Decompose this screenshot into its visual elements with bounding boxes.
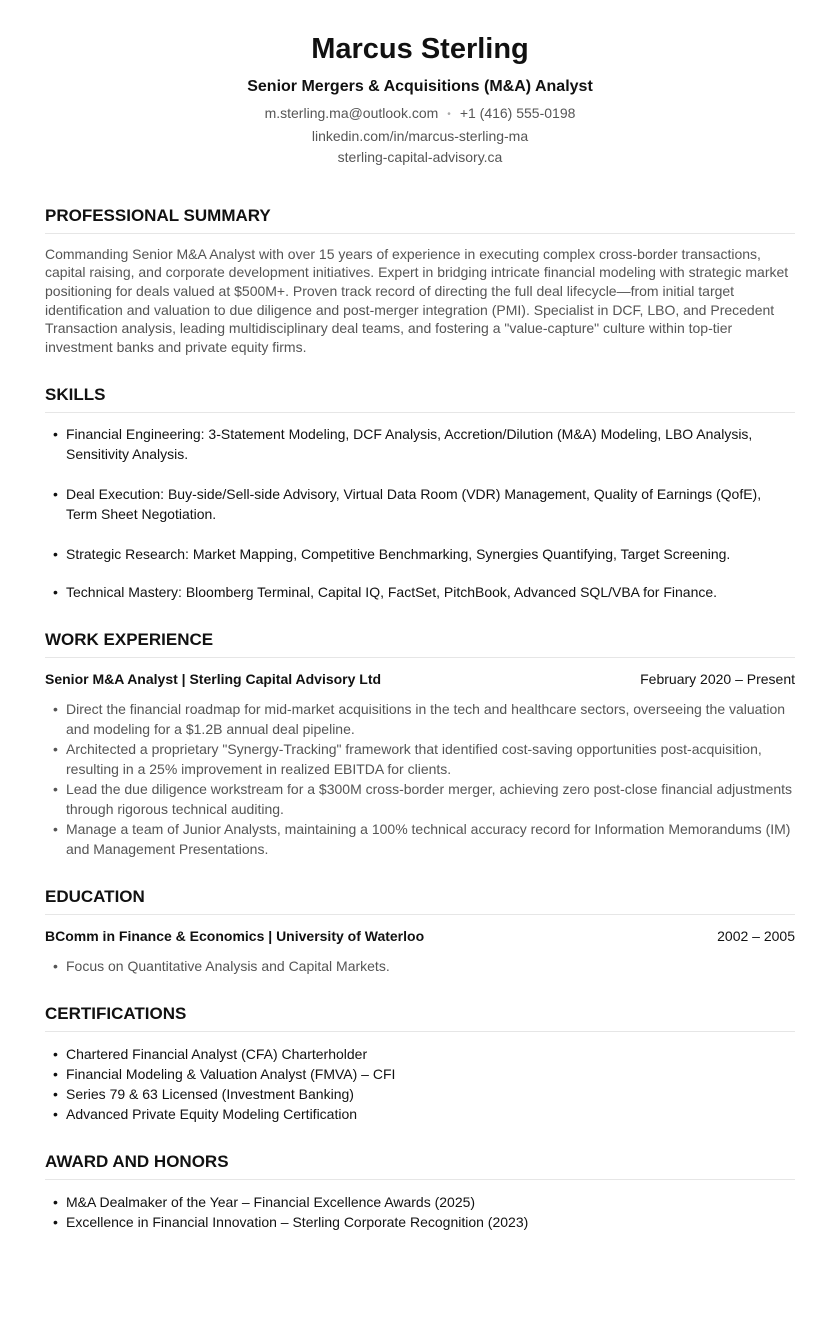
experience-section (45, 630, 795, 859)
bullet-marker: • (53, 1213, 58, 1230)
list-item (45, 819, 795, 859)
candidate-title: Senior Mergers & Acquisitions (M&A) Analyst (247, 78, 593, 95)
bullet-marker: • (53, 780, 58, 797)
bullet-marker: • (53, 1085, 58, 1102)
list-item (45, 1192, 795, 1212)
contact-block (45, 103, 795, 169)
list-item (45, 1044, 795, 1064)
section-heading: EDUCATION (45, 887, 795, 915)
education-header (45, 927, 795, 945)
bullet-marker: • (53, 957, 58, 974)
email-link[interactable]: m.sterling.ma@outlook.com (264, 105, 439, 121)
bullet-marker: • (53, 1065, 58, 1082)
contact-line-1 (45, 103, 795, 126)
certification-text: Chartered Financial Analyst (CFA) Charterholder (66, 1045, 368, 1062)
bullet-text: Focus on Quantitative Analysis and Capital Markets. (66, 957, 390, 974)
summary-section (45, 206, 795, 357)
awards-section (45, 1152, 795, 1232)
section-heading: PROFESSIONAL SUMMARY (45, 206, 795, 234)
list-item (45, 544, 795, 564)
job-title: Senior M&A Analyst | Sterling Capital Advisory Ltd (45, 670, 382, 687)
contact-separator: • (447, 109, 451, 120)
list-item (45, 484, 795, 524)
education-dates: 2002 – 2005 (717, 927, 795, 944)
website-link[interactable]: sterling-capital-advisory.ca (337, 149, 503, 165)
skills-list (45, 424, 795, 602)
bullet-marker: • (53, 740, 58, 757)
list-item (45, 582, 795, 602)
list-item (45, 1212, 795, 1232)
skill-text: Strategic Research: Market Mapping, Competitive Benchmarking, Synergies Quantifying, Target Screening. (66, 545, 731, 562)
award-text: M&A Dealmaker of the Year – Financial Excellence Awards (2025) (66, 1193, 476, 1210)
list-item (45, 1084, 795, 1104)
list-item (45, 779, 795, 819)
list-item (45, 956, 795, 976)
skill-text: Deal Execution: Buy-side/Sell-side Advisory, Virtual Data Room (VDR) Management, Quality of Earnings (QofE), Term Sheet Negotiation. (66, 485, 762, 522)
section-heading: AWARD AND HONORS (45, 1152, 795, 1180)
bullet-marker: • (53, 425, 58, 442)
awards-list (45, 1192, 795, 1232)
certifications-section (45, 1004, 795, 1124)
bullet-text: Architected a proprietary "Synergy-Tracking" framework that identified cost-saving opportunities post-acquisition, resulting in a 25% improvement in realized EBITDA for clients. (66, 740, 762, 777)
skill-text: Technical Mastery: Bloomberg Terminal, Capital IQ, FactSet, PitchBook, Advanced SQL/VBA for Finance. (66, 583, 718, 600)
bullet-marker: • (53, 1105, 58, 1122)
certification-text: Advanced Private Equity Modeling Certification (66, 1105, 358, 1122)
certifications-list (45, 1044, 795, 1124)
job-dates: February 2020 – Present (640, 670, 795, 687)
section-heading: SKILLS (45, 385, 795, 413)
section-heading: WORK EXPERIENCE (45, 630, 795, 658)
list-item (45, 424, 795, 464)
job-header (45, 670, 795, 688)
phone-number[interactable]: +1 (416) 555-0198 (459, 105, 576, 121)
bullet-marker: • (53, 820, 58, 837)
list-item (45, 1104, 795, 1124)
resume-header (45, 0, 795, 169)
bullet-marker: • (53, 1045, 58, 1062)
bullet-marker: • (53, 545, 58, 562)
skill-text: Financial Engineering: 3-Statement Modeling, DCF Analysis, Accretion/Dilution (M&A) Modeling, LBO Analysis, Sensitivity Analysis. (66, 425, 753, 462)
list-item (45, 699, 795, 739)
certification-text: Series 79 & 63 Licensed (Investment Banking) (66, 1085, 354, 1102)
bullet-marker: • (53, 700, 58, 717)
degree-title: BComm in Finance & Economics | University of Waterloo (45, 927, 425, 944)
certification-text: Financial Modeling & Valuation Analyst (FMVA) – CFI (66, 1065, 396, 1082)
bullet-text: Manage a team of Junior Analysts, maintaining a 100% technical accuracy record for Information Memorandums (IM) and Management Presentations. (66, 820, 791, 857)
skills-section (45, 385, 795, 602)
list-item (45, 739, 795, 779)
candidate-name: Marcus Sterling (311, 33, 529, 65)
bullet-marker: • (53, 1193, 58, 1210)
award-text: Excellence in Financial Innovation – Sterling Corporate Recognition (2023) (66, 1213, 529, 1230)
summary-text: Commanding Senior M&A Analyst with over 15 years of experience in executing complex cross-border transactions, capital raising, and corporate development initiatives. Expert in bridging intricate financial modeling with strategic market positioning for deals valued at $500M+. Proven track record of directing the full deal lifecycle—from initial target identification and valuation to due diligence and post-merger integration (PMI). Specialist in DCF, LBO, and Precedent Transaction analysis, leading multidisciplinary deal teams, and fostering a "value-capture" culture within top-tier investment banks and private equity firms. (45, 245, 789, 356)
job-bullets (45, 699, 795, 859)
education-bullets (45, 956, 795, 976)
section-heading: CERTIFICATIONS (45, 1004, 795, 1032)
education-section (45, 887, 795, 976)
bullet-marker: • (53, 583, 58, 600)
bullet-text: Lead the due diligence workstream for a $300M cross-border merger, achieving zero post-close financial adjustments through rigorous technical auditing. (66, 780, 793, 817)
bullet-text: Direct the financial roadmap for mid-market acquisitions in the tech and healthcare sectors, overseeing the valuation and modeling for a $1.2B annual deal pipeline. (66, 700, 786, 737)
linkedin-link[interactable]: linkedin.com/in/marcus-sterling-ma (311, 127, 529, 144)
bullet-marker: • (53, 485, 58, 502)
list-item (45, 1064, 795, 1084)
